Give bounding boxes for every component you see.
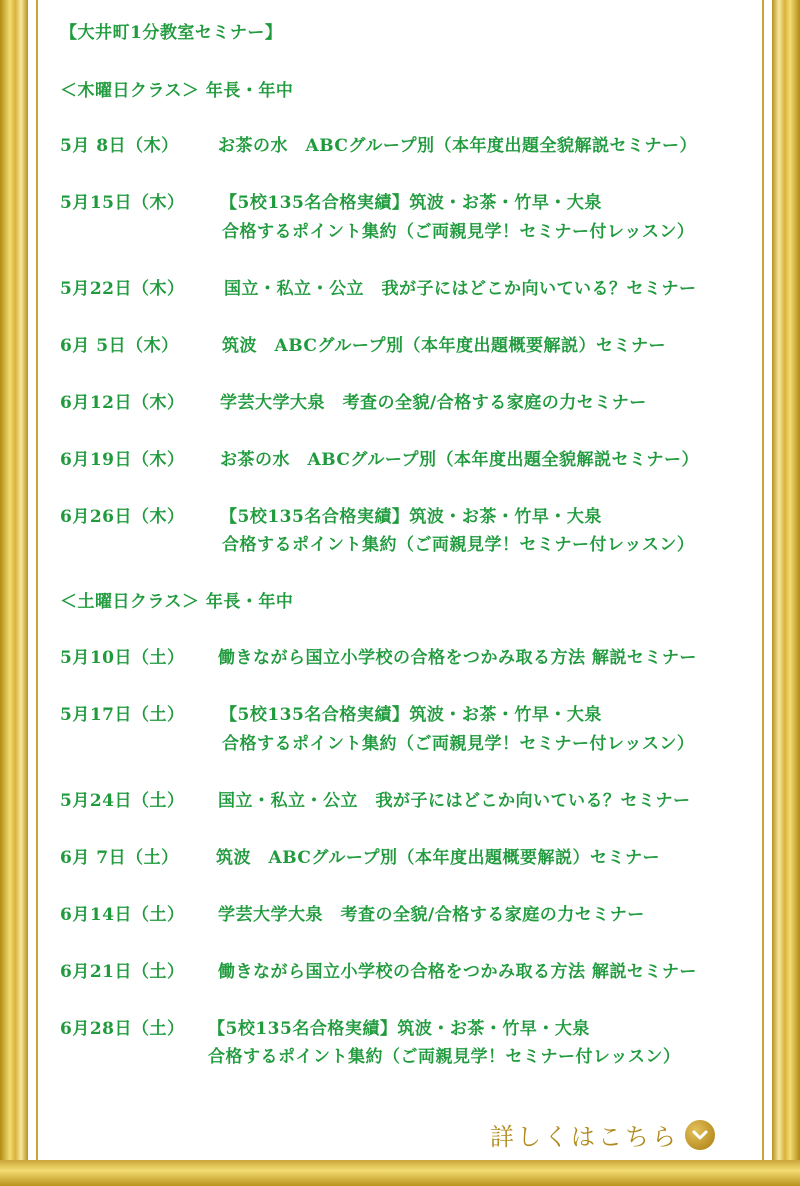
seminar-date: 5月 8日（木） xyxy=(60,136,179,156)
seminar-title: 筑波 ABCグループ別（本年度出題概要解説）セミナー xyxy=(222,336,667,356)
seminar-date: 5月15日（木） xyxy=(60,193,185,213)
seminar-title-line2: 合格するポイント集約（ご両親見学！セミナー付レッスン） xyxy=(222,535,695,555)
frame-inner-line-left xyxy=(36,0,38,1186)
seminar-title: 国立・私立・公立 我が子にはどこか向いている？セミナー xyxy=(218,791,691,811)
seminar-title: 学芸大学大泉 考査の全貌/合格する家庭の力セミナー xyxy=(218,905,645,925)
seminar-title: 学芸大学大泉 考査の全貌/合格する家庭の力セミナー xyxy=(220,393,647,413)
seminar-title: お茶の水 ABCグループ別（本年度出題全貌解説セミナー） xyxy=(220,450,700,470)
seminar-title: 【5校135名合格実績】筑波・お茶・竹早・大泉 xyxy=(208,1019,590,1039)
seminar-title: 【5校135名合格実績】筑波・お茶・竹早・大泉 xyxy=(220,193,602,213)
seminar-date: 5月17日（土） xyxy=(60,705,185,725)
seminar-date: 6月14日（土） xyxy=(60,905,185,925)
frame-inner-line-right xyxy=(762,0,764,1186)
seminar-title-line2: 合格するポイント集約（ご両親見学！セミナー付レッスン） xyxy=(222,222,695,242)
seminar-title: 筑波 ABCグループ別（本年度出題概要解説）セミナー xyxy=(216,848,661,868)
seminar-title: 国立・私立・公立 我が子にはどこか向いている？セミナー xyxy=(224,279,697,299)
seminar-title: 【5校135名合格実績】筑波・お茶・竹早・大泉 xyxy=(220,507,602,527)
seminar-date: 6月19日（木） xyxy=(60,450,185,470)
page-title: 【大井町1分教室セミナー】 xyxy=(60,23,283,43)
seminar-date: 6月21日（土） xyxy=(60,962,185,982)
seminar-title-line2: 合格するポイント集約（ご両親見学！セミナー付レッスン） xyxy=(208,1047,681,1067)
saturday-class-heading: ＜土曜日クラス＞ 年長・年中 xyxy=(60,592,294,612)
seminar-date: 6月26日（木） xyxy=(60,507,185,527)
details-link-label: 詳しくはこちら xyxy=(490,1123,679,1151)
gold-frame-left xyxy=(0,0,28,1186)
seminar-title: お茶の水 ABCグループ別（本年度出題全貌解説セミナー） xyxy=(218,136,698,156)
seminar-date: 5月10日（土） xyxy=(60,648,185,668)
details-link[interactable] xyxy=(490,1117,715,1152)
seminar-title: 【5校135名合格実績】筑波・お茶・竹早・大泉 xyxy=(220,705,602,725)
seminar-date: 6月28日（土） xyxy=(60,1019,185,1039)
gold-frame-bottom xyxy=(0,1160,800,1186)
seminar-date: 5月24日（土） xyxy=(60,791,185,811)
seminar-date: 6月 7日（土） xyxy=(60,848,179,868)
seminar-title-line2: 合格するポイント集約（ご両親見学！セミナー付レッスン） xyxy=(222,734,695,754)
seminar-title: 働きながら国立小学校の合格をつかみ取る方法 解説セミナー xyxy=(218,648,697,668)
chevron-down-icon xyxy=(685,1120,715,1150)
thursday-class-heading: ＜木曜日クラス＞ 年長・年中 xyxy=(60,81,294,101)
gold-frame-right xyxy=(772,0,800,1186)
seminar-title: 働きながら国立小学校の合格をつかみ取る方法 解説セミナー xyxy=(218,962,697,982)
seminar-date: 6月12日（木） xyxy=(60,393,185,413)
seminar-date: 6月 5日（木） xyxy=(60,336,179,356)
seminar-date: 5月22日（木） xyxy=(60,279,185,299)
